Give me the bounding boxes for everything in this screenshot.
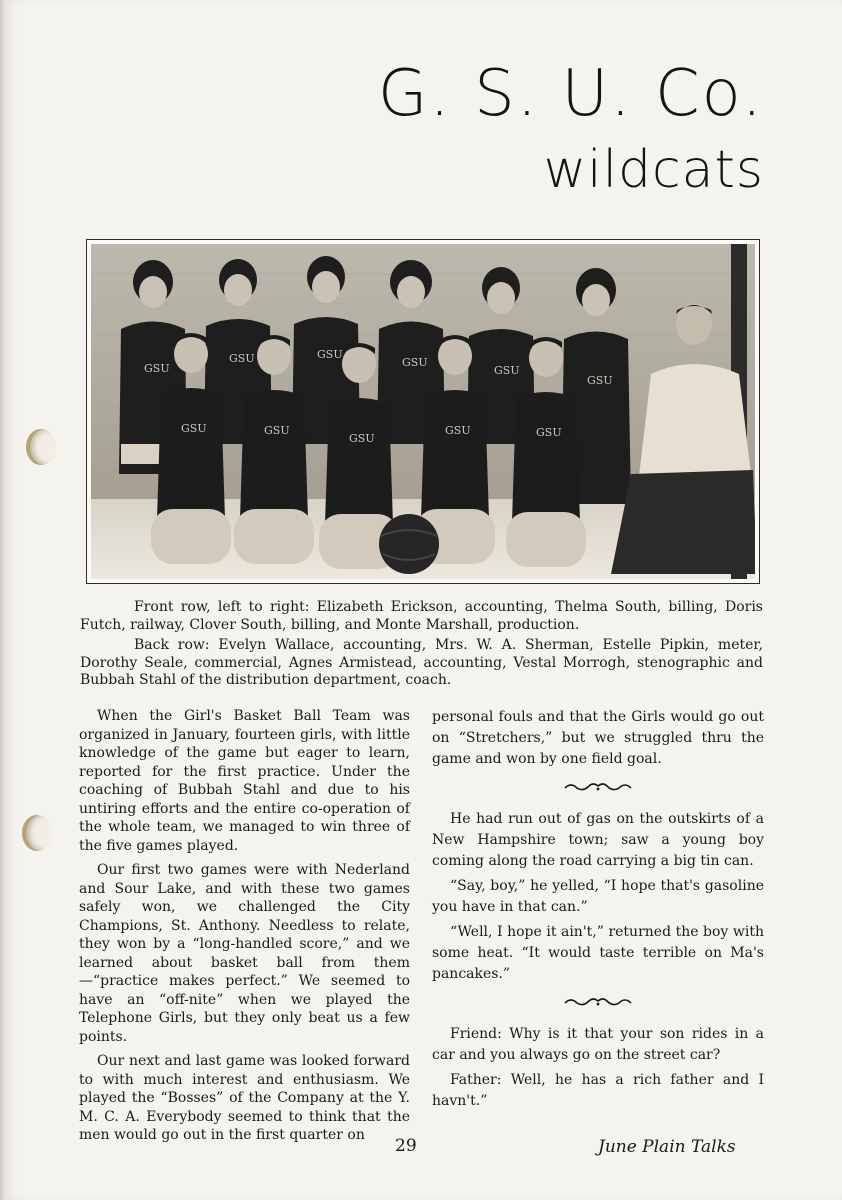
- photo-caption: [80, 599, 763, 693]
- svg-text:GSU: GSU: [317, 348, 343, 361]
- joke-1-paragraph-3: “Well, I hope it ain't,” returned the boy with some heat. “It would taste terrible on Ma's pancakes.”: [432, 924, 764, 982]
- joke-2-paragraph-2: Father: Well, he has a rich father and I havn't.”: [432, 1072, 764, 1109]
- svg-text:GSU: GSU: [264, 424, 290, 437]
- team-photo-illustration: [91, 244, 755, 579]
- binder-hole-top: [26, 429, 56, 465]
- svg-text:GSU: GSU: [536, 426, 562, 439]
- ornament-divider-icon: [432, 778, 764, 799]
- publication-name: June Plain Talks: [598, 1137, 736, 1157]
- svg-text:GSU: GSU: [229, 352, 255, 365]
- article-paragraph-3-continued: personal fouls and that the Girls would go out on “Stretchers,” but we struggled thru the game and won by one field goal.: [432, 709, 764, 767]
- page-title: [377, 57, 764, 200]
- article-column-right: [432, 707, 764, 1116]
- svg-text:GSU: GSU: [181, 422, 207, 435]
- svg-text:GSU: GSU: [445, 424, 471, 437]
- article-paragraph-3: Our next and last game was looked forward to with much interest and enthusiasm. We played the “Bosses” of the Company at the Y. M. C. A. Everybody seemed to think that the men would go out in the first quarter on: [79, 1053, 410, 1143]
- joke-1-paragraph-2: “Say, boy,” he yelled, “I hope that's gasoline you have in that can.”: [432, 878, 764, 915]
- svg-text:GSU: GSU: [587, 374, 613, 387]
- article-paragraph-1: When the Girl's Basket Ball Team was organized in January, fourteen girls, with little knowledge of the game but eager to learn, reported for the first practice. Under the coaching of Bubbah Stahl and due to his untiring efforts and the entire co-operation of the whole team, we managed to win three of the five games played.: [79, 708, 410, 854]
- article-paragraph-2: Our first two games were with Nederland and Sour Lake, and with these two games safely won, we challenged the City Champions, St. Anthony. Needless to relate, they won by a “long-handled score,” and we learned about basket ball from them—“practice makes perfect.” We seemed to have an “off-nite” when we played the Telephone Girls, but they only beat us a few points.: [79, 862, 410, 1045]
- page-number: 29: [395, 1136, 417, 1156]
- binder-hole-bottom: [22, 815, 52, 851]
- title-line-1: G. S. U. Co.: [377, 57, 764, 131]
- team-photo: [86, 239, 760, 584]
- svg-text:GSU: GSU: [402, 356, 428, 369]
- caption-front-row: Front row, left to right: Elizabeth Erickson, accounting, Thelma South, billing, Doris Futch, railway, Clover South, billing, and Monte Marshall, production.: [80, 599, 763, 633]
- svg-text:GSU: GSU: [494, 364, 520, 377]
- ornament-divider-icon: [432, 993, 764, 1014]
- joke-1-paragraph-1: He had run out of gas on the outskirts of a New Hampshire town; saw a young boy coming along the road carrying a big tin can.: [432, 811, 764, 869]
- svg-text:GSU: GSU: [144, 362, 170, 375]
- svg-text:GSU: GSU: [349, 432, 375, 445]
- article-column-left: [79, 707, 410, 1151]
- title-line-2: wildcats: [543, 140, 764, 200]
- caption-back-row: Back row: Evelyn Wallace, accounting, Mrs. W. A. Sherman, Estelle Pipkin, meter, Dorothy Seale, commercial, Agnes Armistead, accounting, Vestal Morrogh, stenographic and Bubbah Stahl of the distribution department, coach.: [80, 637, 763, 688]
- joke-2-paragraph-1: Friend: Why is it that your son rides in a car and you always go on the street car?: [432, 1026, 764, 1063]
